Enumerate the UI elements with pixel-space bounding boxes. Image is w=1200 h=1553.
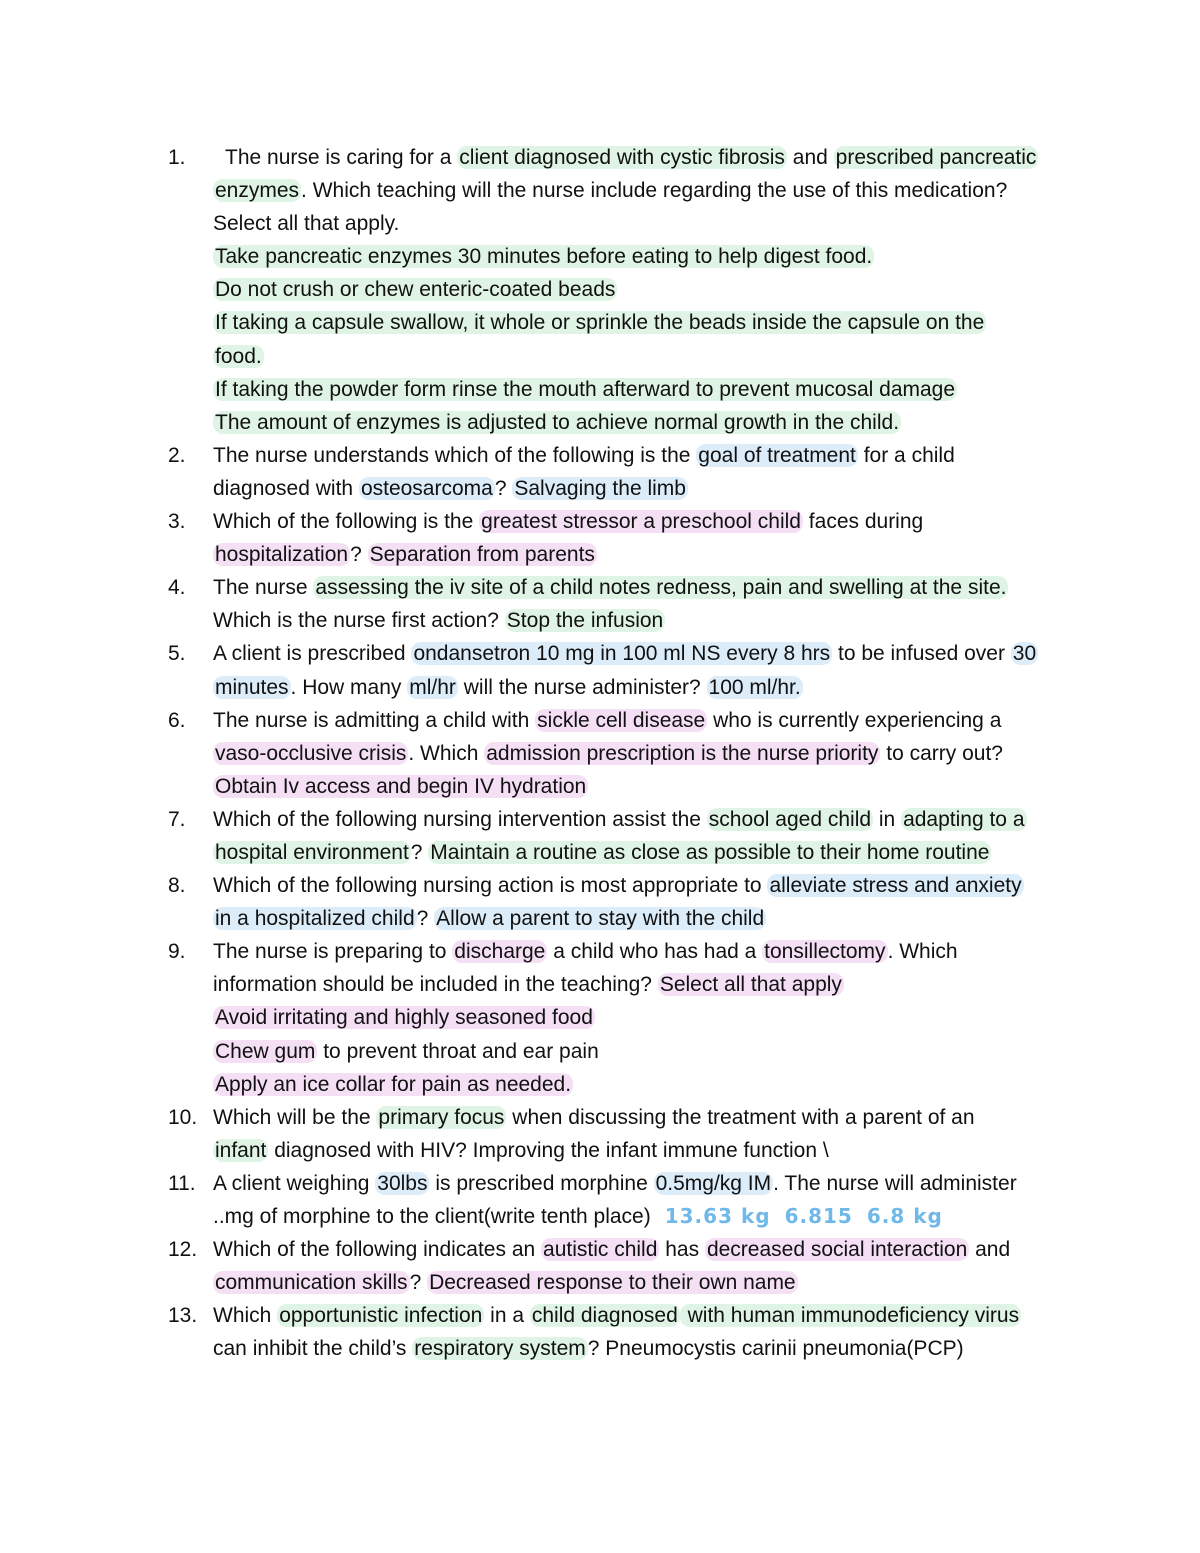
highlighted-text: opportunistic infection <box>279 1304 483 1328</box>
question-body <box>213 704 1068 803</box>
question-line <box>213 869 1068 902</box>
question-line <box>213 571 1068 604</box>
text-segment: . Which teaching will the nurse include regarding the use of this medication? <box>301 179 1008 203</box>
question-line <box>213 174 1068 207</box>
text-segment: a child who has had a <box>547 940 763 964</box>
question-line <box>213 1035 1068 1068</box>
text-segment: information should be included in the teaching? <box>213 973 658 997</box>
highlighted-text: goal of treatment <box>698 443 856 467</box>
text-segment: is prescribed morphine <box>429 1171 654 1195</box>
text-segment: The nurse is preparing to <box>213 940 453 964</box>
text-segment: The nurse is caring for a <box>225 146 458 169</box>
question-line <box>213 671 1068 704</box>
highlighted-text: discharge <box>454 940 546 964</box>
text-segment: ? Pneumocystis carinii pneumonia(PCP) <box>587 1337 964 1361</box>
text-segment: faces during <box>802 510 924 534</box>
question-number: 2. <box>168 443 186 467</box>
text-segment: when discussing the treatment with a parent of an <box>506 1105 975 1129</box>
highlighted-text: Select all that apply <box>659 973 842 997</box>
text-segment: A client weighing <box>213 1171 376 1195</box>
highlighted-text: greatest stressor a preschool child <box>481 510 801 534</box>
text-segment: to be infused over <box>832 642 1011 666</box>
question-line <box>225 141 1068 174</box>
question-number: 10. <box>168 1105 198 1129</box>
question-item <box>168 637 1068 703</box>
question-number: 7. <box>168 807 186 831</box>
text-segment: The nurse is admitting a child with <box>213 708 536 732</box>
question-item <box>168 869 1068 935</box>
text-segment: will the nurse administer? <box>457 675 707 699</box>
question-line <box>213 935 1068 968</box>
highlighted-text: prescribed pancreatic <box>835 146 1037 169</box>
highlighted-text: Do not crush or chew enteric-coated beads <box>215 278 616 302</box>
question-item <box>168 935 1068 1100</box>
text-segment: ? <box>416 907 435 931</box>
highlighted-text: Chew gum <box>215 1039 316 1063</box>
highlighted-text: infant <box>215 1138 267 1162</box>
text-segment: to prevent throat and ear pain <box>317 1039 599 1063</box>
question-line <box>213 803 1068 836</box>
highlighted-text: 30 <box>1012 642 1037 666</box>
text-segment: Select all that apply. <box>213 212 400 236</box>
question-body <box>213 1299 1068 1365</box>
question-body <box>213 571 1068 637</box>
text-segment: in a <box>484 1304 530 1328</box>
text-segment: ..mg of morphine to the client(write tenth place) <box>213 1205 651 1228</box>
question-line <box>213 1200 1068 1233</box>
question-line <box>213 1233 1068 1266</box>
question-item <box>168 439 1068 505</box>
question-number: 12. <box>168 1238 198 1262</box>
question-number: 3. <box>168 510 186 534</box>
question-item <box>168 1167 1068 1233</box>
question-item <box>168 1299 1068 1365</box>
question-item <box>168 1233 1068 1299</box>
question-line <box>213 439 1068 472</box>
highlighted-text: alleviate stress and anxiety <box>769 874 1022 898</box>
question-line <box>213 273 1068 306</box>
question-line <box>213 1134 1068 1167</box>
question-line <box>213 373 1068 406</box>
question-item <box>168 803 1068 869</box>
text-segment: Which <box>213 1304 278 1328</box>
text-segment: ? <box>410 840 429 864</box>
question-line <box>213 1299 1068 1332</box>
text-segment: in <box>873 807 902 831</box>
text-segment: has <box>659 1238 705 1262</box>
highlighted-text: Avoid irritating and highly seasoned food <box>215 1006 593 1030</box>
question-body <box>213 1101 1068 1167</box>
highlighted-text: Apply an ice collar for pain as needed. <box>215 1072 572 1096</box>
question-item <box>168 505 1068 571</box>
highlighted-text: primary focus <box>378 1105 505 1129</box>
question-body <box>213 141 1068 439</box>
question-line <box>213 1266 1068 1299</box>
question-item <box>168 704 1068 803</box>
question-number: 13. <box>168 1304 198 1328</box>
highlighted-text: tonsillectomy <box>764 940 886 964</box>
highlighted-text: child diagnosed <box>531 1304 678 1328</box>
highlighted-text: Maintain a routine as close as possible to their home routine <box>430 840 990 864</box>
text-segment: The nurse <box>213 576 314 600</box>
question-body <box>213 869 1068 935</box>
highlighted-text: Take pancreatic enzymes 30 minutes before eating to help digest food. <box>215 245 873 269</box>
highlighted-text: decreased social interaction <box>706 1238 968 1262</box>
text-segment: ? <box>494 476 513 500</box>
question-number: 1. <box>168 146 186 169</box>
highlighted-text: 100 ml/hr. <box>708 675 801 699</box>
highlighted-text: ondansetron 10 mg in 100 ml NS every 8 hrs <box>413 642 831 666</box>
highlighted-text: school aged child <box>708 807 872 831</box>
text-segment: ? <box>409 1271 428 1295</box>
question-body <box>213 439 1068 505</box>
question-line <box>213 604 1068 637</box>
question-number: 4. <box>168 576 186 600</box>
question-item <box>168 1101 1068 1167</box>
highlighted-text: assessing the iv site of a child notes redness, pain and swelling at the site. <box>315 576 1007 600</box>
highlighted-text: Salvaging the limb <box>514 476 686 500</box>
question-list <box>168 141 1068 1365</box>
question-number: 9. <box>168 940 186 964</box>
text-segment: and <box>969 1238 1011 1262</box>
question-line <box>213 637 1068 670</box>
question-body <box>213 637 1068 703</box>
question-line <box>213 836 1068 869</box>
highlighted-text: 0.5mg/kg IM <box>655 1171 772 1195</box>
highlighted-text: hospital environment <box>215 840 409 864</box>
question-line <box>213 472 1068 505</box>
text-segment: A client is prescribed <box>213 642 412 666</box>
text-segment: to carry out? <box>880 741 1003 765</box>
question-line <box>213 770 1068 803</box>
highlighted-text: sickle cell disease <box>537 708 706 732</box>
highlighted-text: The amount of enzymes is adjusted to achieve normal growth in the child. <box>215 410 900 434</box>
highlighted-text: 30lbs <box>377 1171 428 1195</box>
text-segment: Which is the nurse first action? <box>213 609 505 633</box>
text-segment: . Which <box>408 741 485 765</box>
question-line <box>213 406 1068 439</box>
highlighted-text: food. <box>215 344 262 368</box>
text-segment: The nurse understands which of the following is the <box>213 443 697 467</box>
question-line <box>213 340 1068 373</box>
handwritten-answer: 6.8 kg <box>866 1204 943 1228</box>
text-segment: diagnosed with HIV? Improving the infant immune function \ <box>268 1138 829 1162</box>
question-line <box>213 306 1068 339</box>
question-number: 5. <box>168 642 186 666</box>
question-line <box>213 505 1068 538</box>
highlighted-text: autistic child <box>543 1238 658 1262</box>
handwritten-answer: 6.815 <box>784 1204 853 1228</box>
question-body <box>213 935 1068 1100</box>
highlighted-text: minutes <box>215 675 289 699</box>
highlighted-text: ml/hr <box>409 675 456 699</box>
highlighted-text: vaso-occlusive crisis <box>215 741 407 765</box>
question-item <box>168 571 1068 637</box>
highlighted-text: respiratory system <box>414 1337 586 1361</box>
question-line <box>213 538 1068 571</box>
text-segment: who is currently experiencing a <box>707 708 1002 732</box>
highlighted-text: adapting to a <box>903 807 1025 831</box>
text-segment: . Which <box>887 940 958 964</box>
question-line <box>213 737 1068 770</box>
text-segment: Which of the following indicates an <box>213 1238 542 1262</box>
question-body <box>213 1167 1068 1233</box>
highlighted-text: Separation from parents <box>369 543 595 567</box>
highlighted-text: client diagnosed with cystic fibrosis <box>459 146 785 169</box>
highlighted-text: enzymes <box>215 179 300 203</box>
question-line <box>213 207 1068 240</box>
question-line <box>213 902 1068 935</box>
question-number: 6. <box>168 708 186 732</box>
text-segment: Which of the following nursing action is most appropriate to <box>213 874 768 898</box>
question-number: 8. <box>168 874 186 898</box>
question-line <box>213 240 1068 273</box>
text-segment: and <box>786 146 834 169</box>
question-body <box>213 1233 1068 1299</box>
question-line <box>213 1167 1068 1200</box>
highlighted-text: with human immunodeficiency virus <box>681 1304 1020 1328</box>
highlighted-text: Stop the infusion <box>506 609 664 633</box>
question-body <box>213 803 1068 869</box>
text-segment: diagnosed with <box>213 476 359 500</box>
highlighted-text: osteosarcoma <box>360 476 493 500</box>
question-line <box>213 704 1068 737</box>
highlighted-text: Allow a parent to stay with the child <box>436 907 765 931</box>
question-line <box>213 1068 1068 1101</box>
text-segment: Which of the following nursing intervention assist the <box>213 807 707 831</box>
text-segment: . How many <box>290 675 408 699</box>
question-body <box>213 505 1068 571</box>
highlighted-text: Decreased response to their own name <box>429 1271 796 1295</box>
question-line <box>213 968 1068 1001</box>
text-segment: for a child <box>857 443 955 467</box>
highlighted-text: If taking the powder form rinse the mouth afterward to prevent mucosal damage <box>215 377 956 401</box>
text-segment: Which of the following is the <box>213 510 480 534</box>
question-number: 11. <box>168 1171 196 1195</box>
text-segment: ? <box>350 543 368 567</box>
text-segment: can inhibit the child’s <box>213 1337 413 1361</box>
question-line <box>213 1001 1068 1034</box>
text-segment: Which will be the <box>213 1105 377 1129</box>
handwritten-answer: 13.63 kg <box>664 1204 771 1228</box>
text-segment: . The nurse will administer <box>773 1171 1017 1195</box>
highlighted-text: If taking a capsule swallow, it whole or sprinkle the beads inside the capsule on the <box>215 311 985 335</box>
highlighted-text: hospitalization <box>215 543 349 567</box>
question-item <box>168 141 1068 439</box>
question-line <box>213 1101 1068 1134</box>
question-line <box>213 1332 1068 1365</box>
highlighted-text: Obtain Iv access and begin IV hydration <box>215 774 587 798</box>
highlighted-text: admission prescription is the nurse priority <box>486 741 879 765</box>
highlighted-text: communication skills <box>215 1271 408 1295</box>
highlighted-text: in a hospitalized child <box>215 907 415 931</box>
